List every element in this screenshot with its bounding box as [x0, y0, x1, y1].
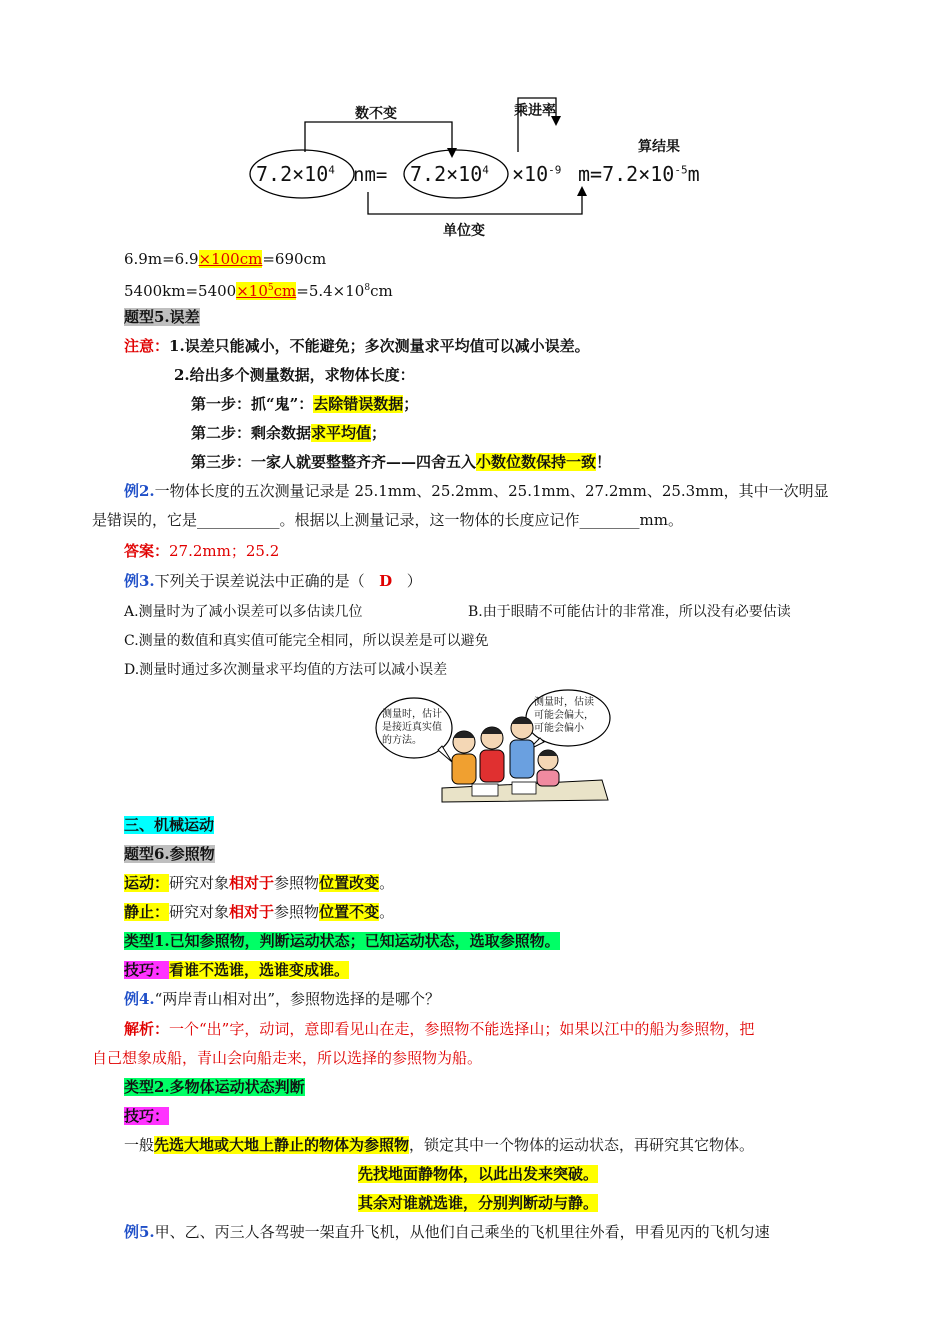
unit-nm: nm=: [353, 164, 388, 186]
type2-rule-1: 先找地面静物体，以此出发来突破。: [358, 1165, 599, 1183]
rest-definition: 静止：研究对象相对于参照物位置不变。: [124, 903, 395, 921]
section3-title: 三、机械运动: [124, 816, 215, 834]
students-discussion-illustration: [372, 688, 612, 804]
topic5-note1: 注意：1.误差只能减小，不能避免；多次测量求平均值可以减小误差。: [124, 337, 590, 355]
type2-rule-2: 其余对谁就选谁，分别判断动与静。: [358, 1194, 599, 1212]
label-multiply-rate: 乘进率: [514, 103, 556, 119]
topic5-step1: 第一步：抓“鬼”：去除错误数据；: [191, 395, 419, 413]
type1-heading: 类型1.已知参照物，判断运动状态；已知运动状态，选取参照物。: [124, 932, 560, 950]
expr2: $7.2\times 10^4$: [410, 162, 489, 186]
tip1: 技巧：看谁不选谁，选谁变成谁。: [124, 961, 350, 979]
label-unit-change: 单位变: [443, 223, 485, 239]
example3-option-c: C.测量的数值和真实值可能完全相同，所以误差是可以避免: [124, 633, 489, 649]
example3-option-d: D.测量时通过多次测量求平均值的方法可以减小误差: [124, 662, 448, 678]
example2-line2: 是错误的，它是___________。根据以上测量记录，这一物体的长度应记作________mm。: [92, 511, 683, 529]
result: $m=7.2\times 10^{-5}m$: [578, 162, 700, 186]
conversion-example-1: 6.9m=6.9×100cm=690cm: [124, 250, 327, 268]
expr1: $7.2\times 10^4$: [256, 162, 335, 186]
example2-answer: 答案：27.2mm；25.2: [124, 542, 280, 560]
example4-analysis-2: 自己想象成船，青山会向船走来，所以选择的参照物为船。: [92, 1049, 483, 1067]
conversion-example-2: $5400km=5400\times 10^5cm=5.4\times 10^8cm$: [124, 282, 393, 300]
type2-heading: 类型2.多物体运动状态判断: [124, 1078, 305, 1096]
example3-option-b: B.由于眼睛不可能估计的非常准，所以没有必要估读: [468, 604, 791, 620]
label-count-unchanged: 数不变: [355, 106, 397, 122]
label-calc-result: 算结果: [638, 139, 680, 155]
rate: $\times 10^{-9}$: [512, 162, 562, 186]
motion-definition: 运动：研究对象相对于参照物位置改变。: [124, 874, 395, 892]
example4-question: 例4.“两岸青山相对出”，参照物选择的是哪个？: [124, 990, 441, 1008]
type2-tip-label: 技巧：: [124, 1107, 170, 1125]
example5-question: 例5.甲、乙、丙三人各驾驶一架直升飞机，从他们自己乘坐的飞机里往外看，甲看见丙的飞机匀速: [124, 1223, 770, 1241]
bubble-left-text: 测量时，估计 是接近真实值 的方法。: [382, 709, 442, 746]
example3-question: 例3.下列关于误差说法中正确的是（ D ）: [124, 572, 422, 590]
type2-method: 一般先选大地或大地上静止的物体为参照物，锁定其中一个物体的运动状态，再研究其它物体。: [124, 1136, 755, 1154]
example2-line1: 例2.一物体长度的五次测量记录是 25.1mm、25.2mm、25.1mm、27.2mm、25.3mm，其中一次明显: [124, 482, 829, 500]
example4-analysis-1: 解析：一个“出”字，动词，意即看见山在走，参照物不能选择山；如果以江中的船为参照物，把: [124, 1020, 755, 1038]
topic5-note2: 2.给出多个测量数据，求物体长度：: [174, 366, 415, 384]
topic6-title: 题型6.参照物: [124, 845, 215, 863]
topic5-title: 题型5.误差: [124, 308, 200, 326]
topic5-step3: 第三步：一家人就要整整齐齐——四舍五入小数位数保持一致！: [191, 453, 612, 471]
example3-option-a: A.测量时为了减小误差可以多估读几位: [124, 604, 363, 620]
topic5-step2: 第二步：剩余数据求平均值；: [191, 424, 387, 442]
bubble-right-text: 测量时，估读 可能会偏大， 可能会偏小: [534, 697, 594, 734]
